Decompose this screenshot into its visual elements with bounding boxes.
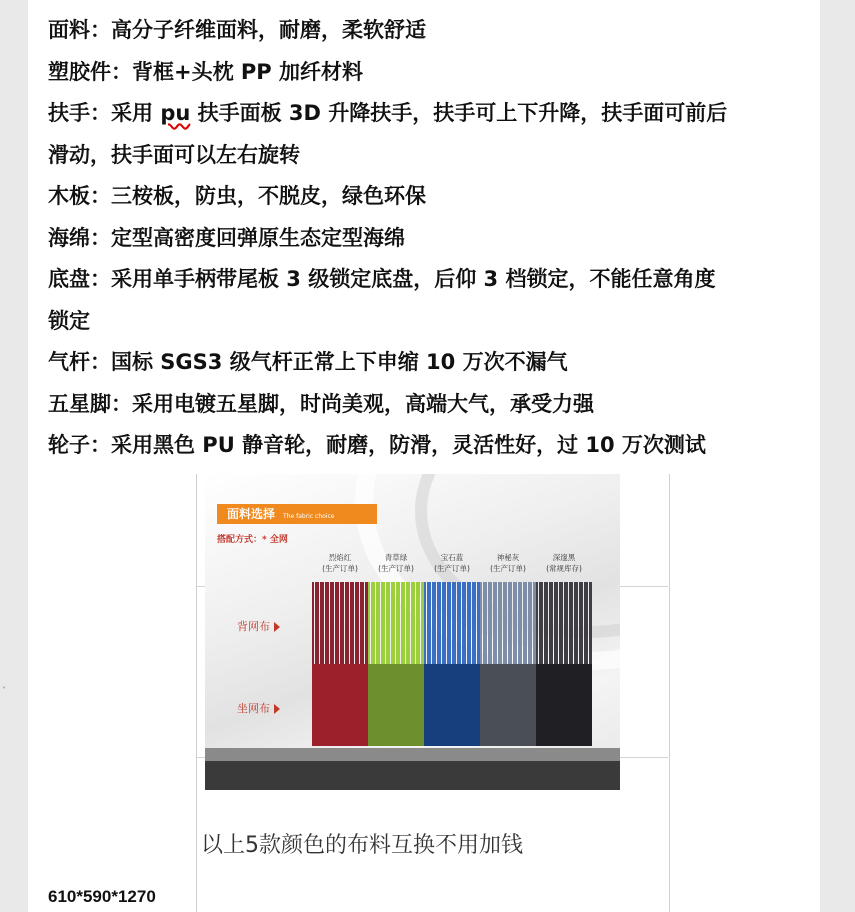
fabric-color-label: 深邃黑 (常规库存) [546, 553, 582, 573]
row-label-text: 背网布 [237, 620, 270, 633]
spec-line: 滑动，扶手面可以左右旋转 [48, 142, 300, 167]
arrow-right-icon [274, 704, 280, 714]
image-floor-band [205, 748, 620, 761]
arrow-right-icon [274, 622, 280, 632]
spec-line: 轮子：采用黑色 PU 静音轮，耐磨，防滑，灵活性好，过 10 万次测试 [48, 433, 706, 457]
spellcheck-word: pu [160, 101, 191, 125]
back-mesh-swatch [368, 582, 424, 664]
spec-line: 气杆：国标 SGS3 级气杆正常上下申缩 10 万次不漏气 [48, 350, 568, 374]
seat-mesh-swatch [368, 664, 424, 746]
dimensions-text: 610*590*1270 [48, 887, 156, 906]
fabric-choice-title [217, 504, 377, 524]
spec-line: 五星脚：采用电镀五星脚，时尚美观，高端大气，承受力强 [48, 391, 594, 416]
fabric-choice-image [205, 474, 620, 790]
row-label-seat [237, 700, 280, 716]
fabric-caption: 以上5款颜色的布料互换不用加钱 [201, 833, 523, 858]
seat-mesh-swatch [480, 664, 536, 746]
row-label-text: 坐网布 [237, 702, 270, 715]
back-mesh-swatch [312, 582, 368, 664]
fabric-figure [196, 474, 670, 912]
fabric-match-mode: 搭配方式：* 全网 [217, 535, 288, 545]
fabric-color-label: 烈焰红 (生产订单) [322, 553, 358, 573]
fabric-color-label: 青草绿 (生产订单) [378, 553, 414, 573]
fabric-color-label: 宝石蓝 (生产订单) [434, 553, 470, 573]
spec-list [48, 10, 808, 467]
fabric-title-en: The fabric choice [283, 513, 335, 520]
back-mesh-swatch [480, 582, 536, 664]
seat-mesh-swatch [424, 664, 480, 746]
fabric-title-text: 面料选择 [227, 507, 276, 521]
back-mesh-swatch [536, 582, 592, 664]
spec-line: 木板：三桉板，防虫，不脱皮，绿色环保 [48, 184, 426, 208]
seat-mesh-swatch [312, 664, 368, 746]
spec-line: 面料：高分子纤维面料，耐磨，柔软舒适 [48, 18, 426, 42]
margin-marker: ˅ [2, 686, 6, 695]
spec-line: 扶手：采用 pu 扶手面板 3D 升降扶手，扶手可上下升降，扶手面可前后 [48, 101, 728, 125]
fabric-color-label: 神秘灰 (生产订单) [490, 553, 526, 573]
row-label-back [237, 618, 280, 634]
seat-mesh-swatch [536, 664, 592, 746]
image-floor-band [205, 761, 620, 790]
spec-line: 锁定 [48, 308, 90, 333]
spec-line: 塑胶件：背框+头枕 PP 加纤材料 [48, 59, 363, 84]
back-mesh-swatch [424, 582, 480, 664]
spec-line: 底盘：采用单手柄带尾板 3 级锁定底盘，后仰 3 档锁定，不能任意角度 [48, 267, 716, 291]
spec-line: 海绵：定型高密度回弹原生态定型海绵 [48, 225, 405, 250]
